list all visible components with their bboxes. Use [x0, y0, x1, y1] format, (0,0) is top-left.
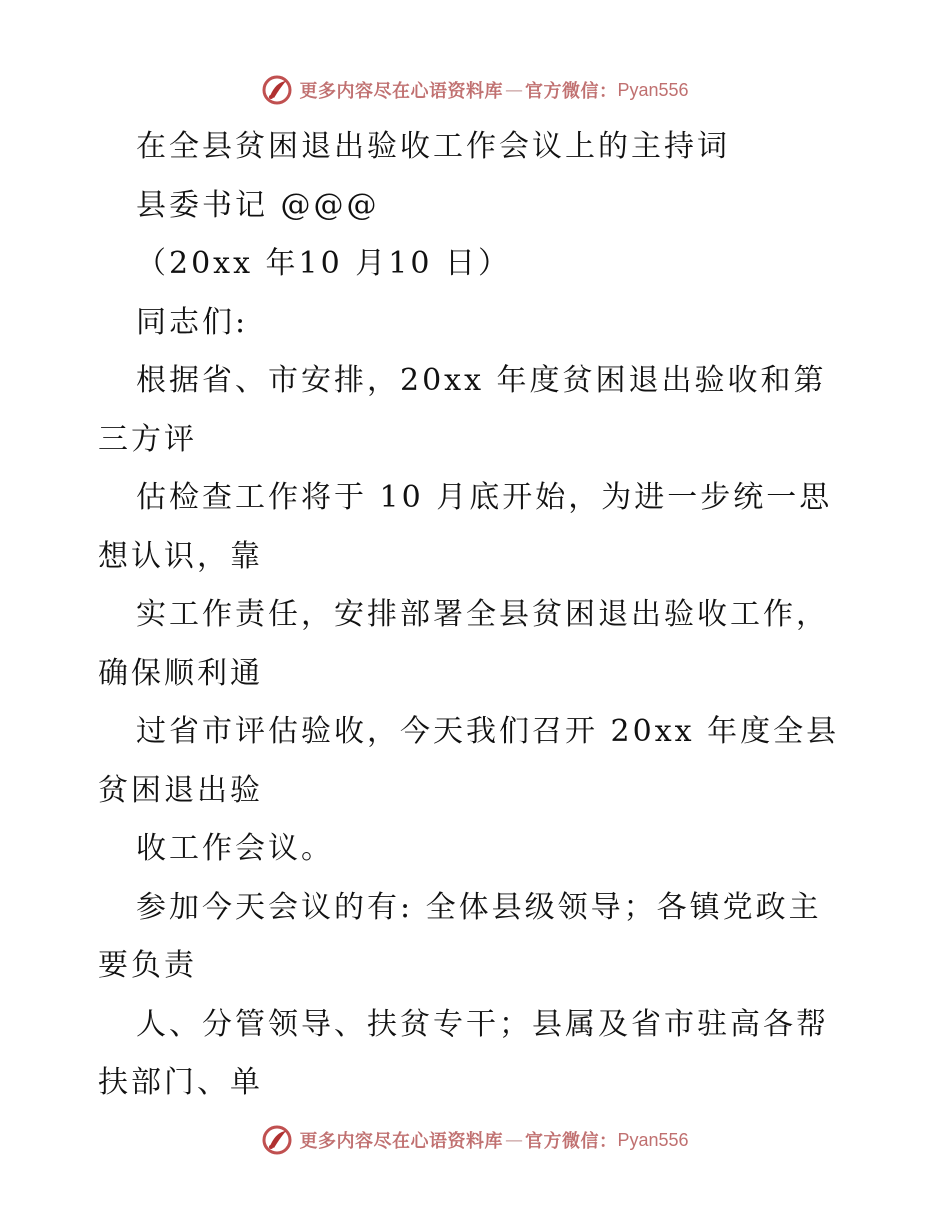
text-line: 同志们: [136, 304, 249, 340]
document-body [98, 118, 858, 1113]
watermark-account: Pyan556 [617, 79, 689, 100]
watermark-separator: — [504, 79, 523, 101]
watermark-text: 更多内容尽在心语资料库 [299, 81, 503, 102]
watermark-text: 更多内容尽在心语资料库 [299, 1131, 503, 1152]
text-line: 估检查工作将于 10 月底开始，为进一步统一思 [136, 480, 833, 515]
document-speaker: 县委书记 @@@ [136, 187, 380, 223]
document-date: （20xx 年10 月10 日） [136, 246, 511, 281]
watermark-account: Pyan556 [617, 1129, 689, 1150]
text-line: 想认识，靠 [98, 538, 263, 574]
document-title: 在全县贫困退出验收工作会议上的主持词 [136, 129, 730, 164]
brush-seal-logo-icon [261, 1124, 293, 1156]
text-line: 确保顺利通 [98, 655, 263, 691]
watermark-suffix: 官方微信： [524, 81, 618, 102]
text-line: 要负责 [98, 948, 197, 983]
footer-watermark [0, 1120, 950, 1160]
text-line: 人、分管领导、扶贫专干；县属及省市驻高各帮 [136, 1006, 829, 1042]
header-watermark [0, 70, 950, 110]
text-line: 三方评 [98, 421, 197, 457]
text-line: 根据省、市安排，20xx 年度贫困退出验收和第 [136, 363, 827, 398]
brush-seal-logo-icon [261, 74, 293, 106]
text-line: 扶部门、单 [98, 1065, 263, 1100]
text-line: 贫困退出验 [98, 772, 263, 808]
text-line: 收工作会议。 [136, 831, 334, 866]
watermark-separator: — [504, 1129, 523, 1151]
text-line: 过省市评估验收，今天我们召开 20xx 年度全县 [136, 714, 840, 749]
text-line: 参加今天会议的有: 全体县级领导；各镇党政主 [136, 889, 822, 925]
text-line: 实工作责任，安排部署全县贫困退出验收工作， [136, 597, 829, 632]
watermark-suffix: 官方微信： [524, 1131, 618, 1152]
